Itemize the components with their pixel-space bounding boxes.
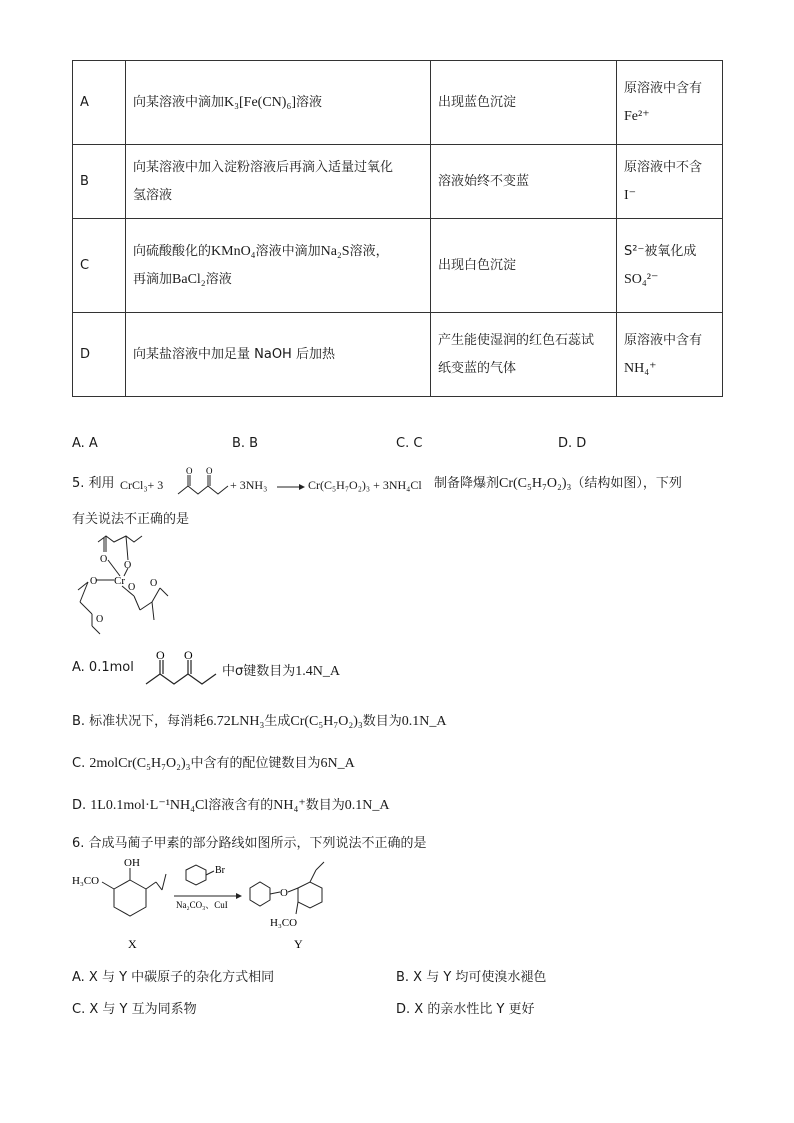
phenomenon-cell: 溶液始终不变蓝 [431, 145, 617, 219]
q5-option-d[interactable]: D. 1L0.1mol·L⁻¹NH₄Cl溶液含有的NH₄⁺数目为0.1N_A [72, 798, 390, 813]
q6-option-c[interactable]: C. X 与 Y 互为同系物 [72, 1002, 197, 1017]
q5-stem-tail: 制备降爆剂Cr(C₅H₇O₂)₃（结构如图），下列 [434, 476, 682, 491]
q6-option-a[interactable]: A. X 与 Y 中碳原子的杂化方式相同 [72, 970, 275, 985]
q5-option-b[interactable]: B. 标准状况下，每消耗6.72LNH₃生成Cr(C₅H₇O₂)₃数目为0.1N_A [72, 714, 447, 729]
oh-label: OH [124, 857, 140, 869]
experiment-table [72, 60, 723, 397]
reaction-arrow-icon [276, 482, 306, 492]
reagent-formula: K₃[Fe(CN)₆] [224, 94, 296, 110]
reaction-middle: + 3NH₃ [230, 478, 268, 492]
row-label: C [73, 219, 126, 313]
och3-label: H₃CO [72, 875, 100, 887]
table-row [73, 61, 723, 145]
reaction-left: CrCl₃+ 3 [120, 478, 164, 492]
q4-option-a[interactable]: A. A [72, 436, 98, 451]
q5-option-a-tail: 中σ键数目为1.4N_A [222, 664, 340, 679]
o-atom-label: O [128, 582, 136, 593]
phenomenon-cell: 产生能使湿润的红色石蕊试 纸变蓝的气体 [431, 313, 617, 397]
q4-option-b[interactable]: B. B [232, 436, 259, 451]
conclusion-cell: S²⁻被氧化成 SO₄²⁻ [617, 219, 723, 313]
q6-option-b[interactable]: B. X 与 Y 均可使溴水褪色 [396, 970, 547, 985]
acetylacetone-structure [176, 466, 236, 500]
conclusion-cell: 原溶液中含有 Fe²⁺ [617, 61, 723, 145]
table-row [73, 313, 723, 397]
acetylacetone-structure [142, 648, 222, 688]
compound-x-label: X [128, 937, 137, 951]
q5-stem: 5. 利用 [72, 476, 115, 491]
och3-label: H₃CO [270, 917, 298, 929]
reaction-right: Cr(C₅H₇O₂)₃ + 3NH₄Cl [308, 478, 422, 492]
o-atom-label: O [96, 614, 104, 625]
o-atom-label: O [184, 648, 193, 662]
conditions-label: Na₂CO₃、CuI [176, 900, 228, 910]
phenomenon-cell: 出现白色沉淀 [431, 219, 617, 313]
table-row [73, 145, 723, 219]
q6-stem: 6. 合成马蔺子甲素的部分路线如图所示，下列说法不正确的是 [72, 836, 427, 851]
operation-cell: 向某溶液中加入淀粉溶液后再滴入适量过氧化 氢溶液 [126, 145, 431, 219]
q5-option-a[interactable]: A. 0.1mol [72, 660, 134, 675]
q5-option-c[interactable]: C. 2molCr(C₅H₇O₂)₃中含有的配位键数目为6N_A [72, 756, 355, 771]
q5-stem-line2: 有关说法不正确的是 [72, 512, 190, 527]
row-label: B [73, 145, 126, 219]
phenomenon-cell: 出现蓝色沉淀 [431, 61, 617, 145]
q4-option-d[interactable]: D. D [558, 436, 587, 451]
o-atom-label: O [186, 466, 193, 476]
o-atom-label: O [156, 648, 165, 662]
row-label: D [73, 313, 126, 397]
o-atom-label: O [150, 578, 158, 589]
conclusion-cell: 原溶液中含有 NH₄⁺ [617, 313, 723, 397]
ether-o-label: O [280, 887, 288, 899]
o-atom-label: O [206, 466, 213, 476]
o-atom-label: O [100, 554, 108, 565]
br-label: Br [215, 865, 225, 876]
synthesis-scheme [70, 856, 360, 952]
row-label: A [73, 61, 126, 145]
cr-atom-label: Cr [114, 575, 125, 587]
table-row [73, 219, 723, 313]
operation-cell: 向硫酸酸化的KMnO₄溶液中滴加Na₂S溶液， 再滴加BaCl₂溶液 [126, 219, 431, 313]
operation-cell: 向某盐溶液中加足量 NaOH 后加热 [126, 313, 431, 397]
o-atom-label: O [124, 560, 132, 571]
q4-option-c[interactable]: C. C [396, 436, 423, 451]
q6-option-d[interactable]: D. X 的亲水性比 Y 更好 [396, 1002, 535, 1017]
o-atom-label: O [90, 576, 98, 587]
cr-acac-structure [70, 530, 180, 640]
conclusion-cell: 原溶液中不含 I⁻ [617, 145, 723, 219]
operation-cell: 向某溶液中滴加K₃[Fe(CN)₆]溶液 [126, 61, 431, 145]
compound-y-label: Y [294, 937, 303, 951]
